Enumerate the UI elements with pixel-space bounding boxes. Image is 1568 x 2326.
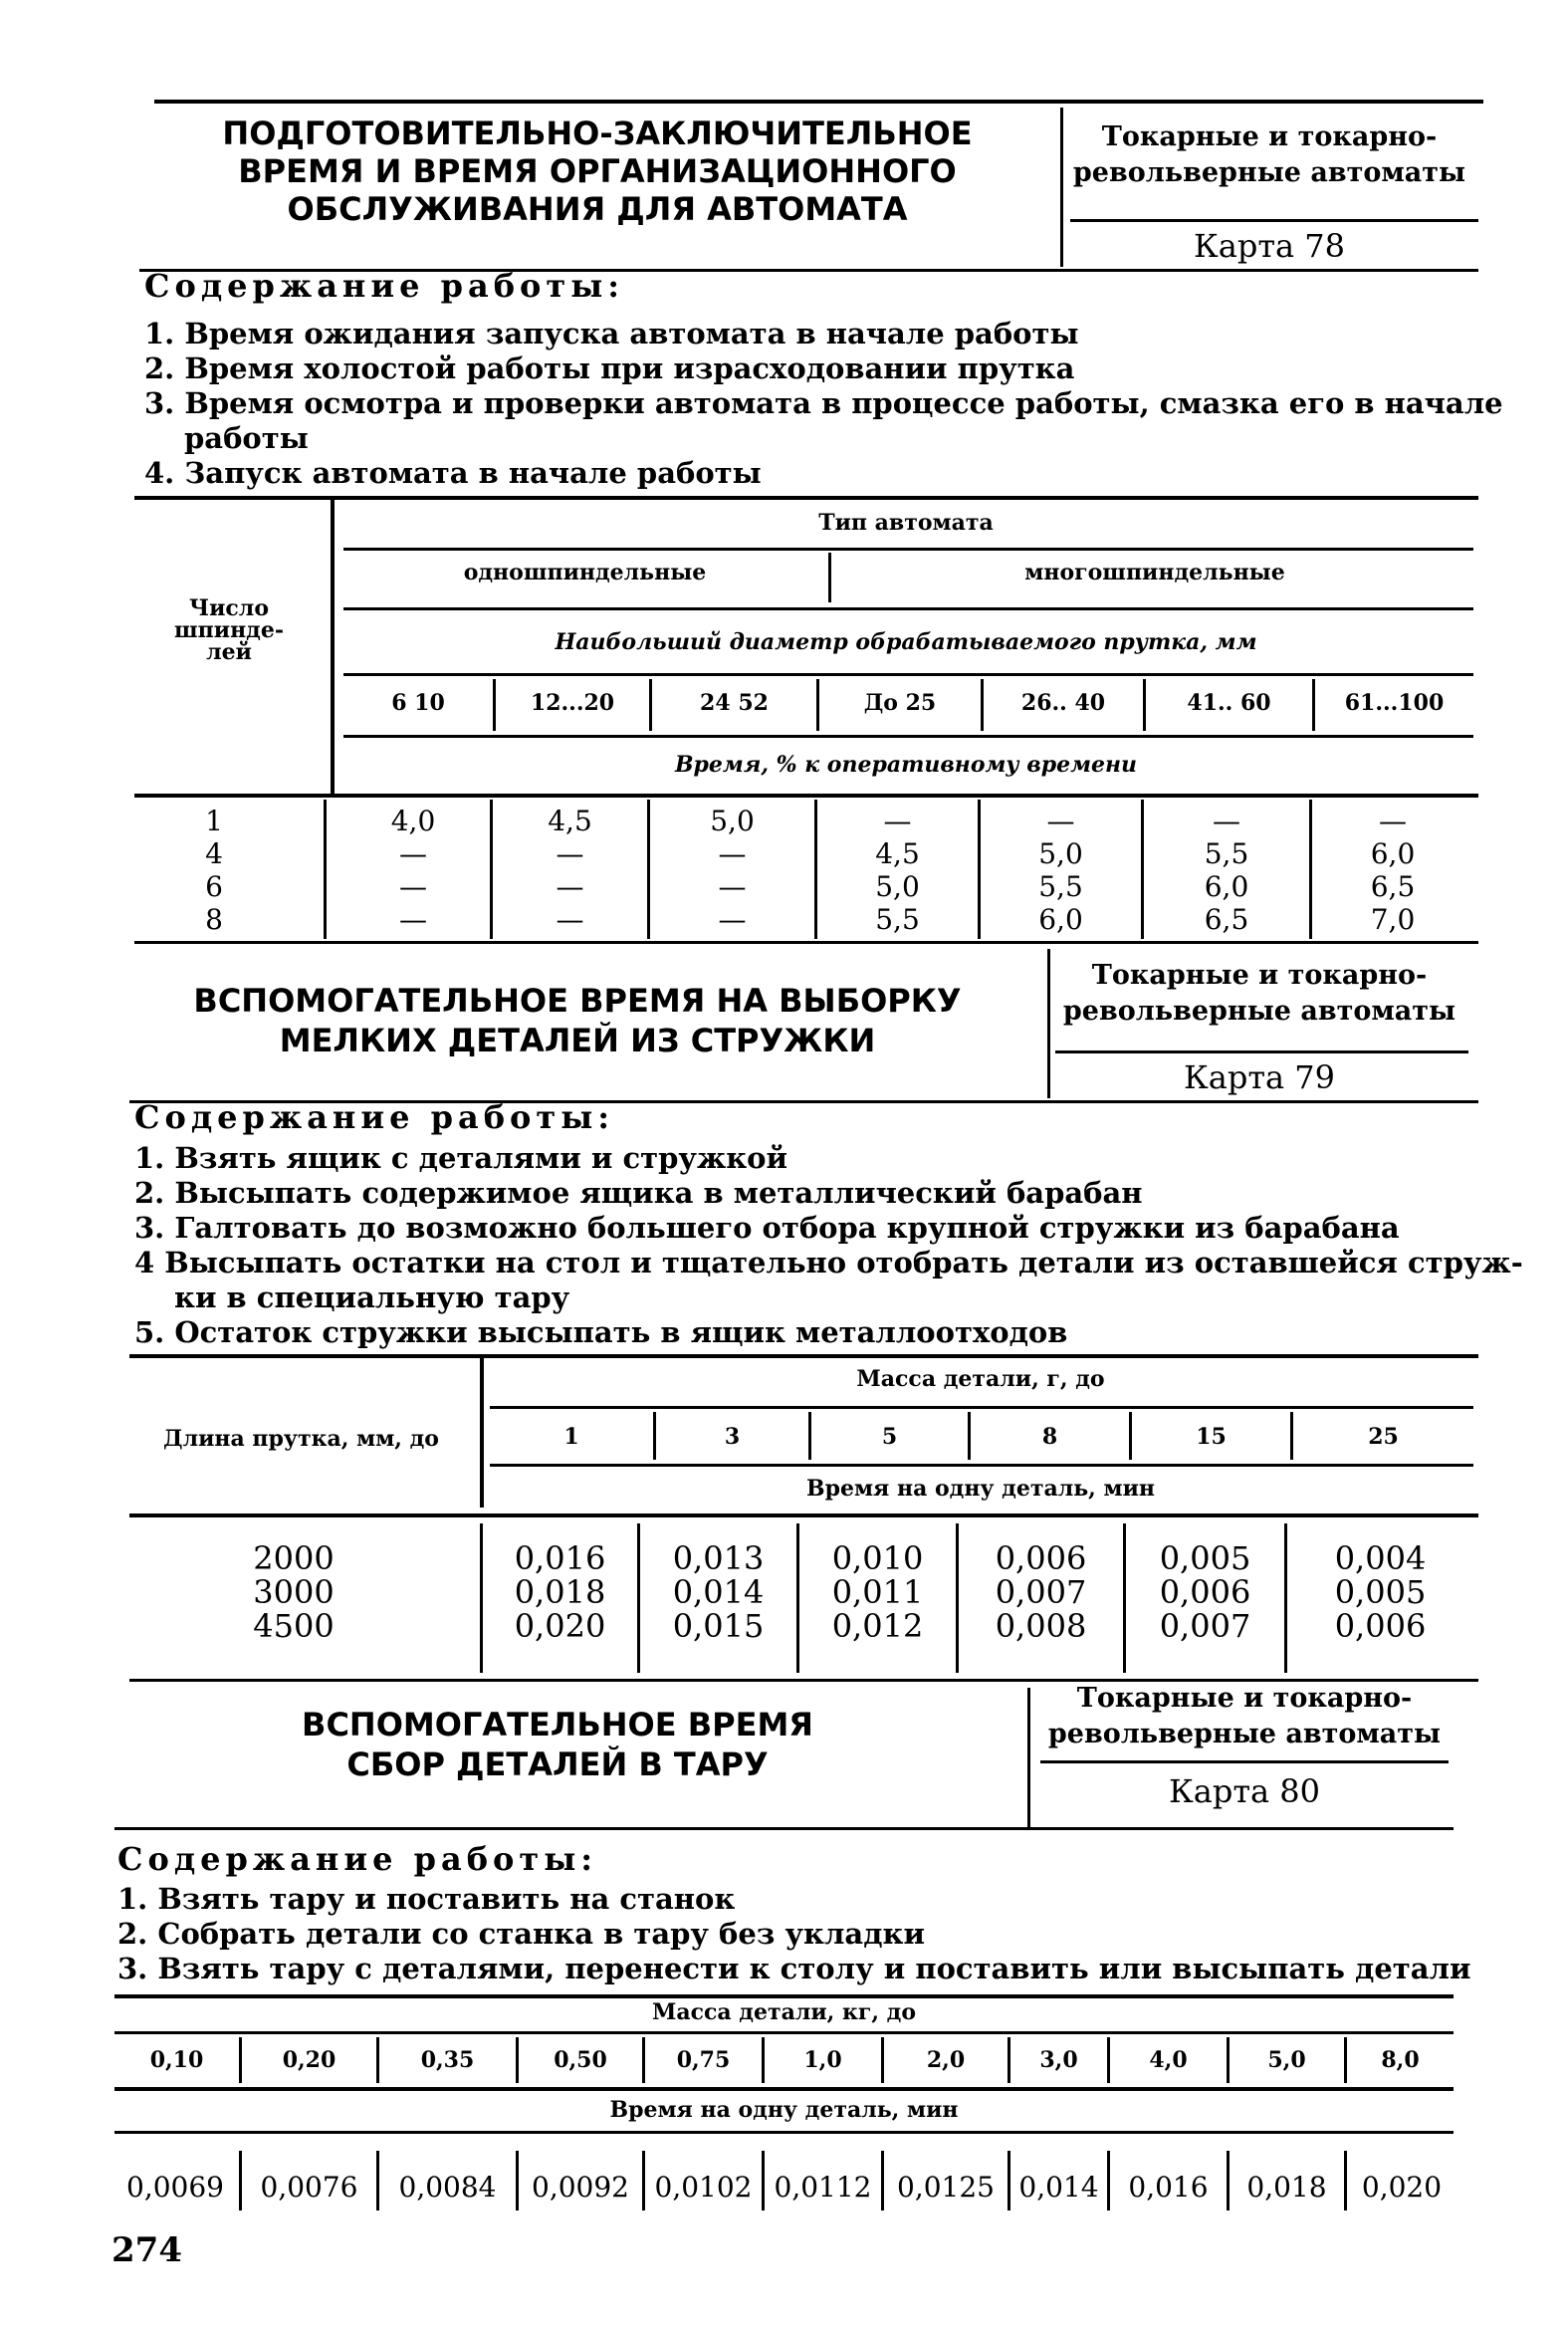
mass-column-header: 0,35 — [420, 2047, 475, 2073]
value-column: 0,005 0,006 0,007 — [1159, 1539, 1251, 1645]
spindle-column: 1 4 6 8 — [205, 805, 223, 936]
list-item: 4 Высыпать остатки на стол и тщательно отобрать детали из оставшейся струж- — [134, 1246, 1523, 1279]
card80-number: Карта 80 — [1169, 1772, 1320, 1810]
time-value: 0,0125 — [897, 2171, 995, 2204]
column-header: 6 10 — [391, 690, 445, 716]
list-item: 2. Время холостой работы при израсходовании прутка — [144, 351, 1075, 385]
diameter-header: Наибольший диаметр обрабатываемого прутка, мм — [555, 629, 1257, 655]
mass-column-header: 3 — [724, 1424, 741, 1450]
card79-content-label: Содержание работы: — [134, 1098, 615, 1136]
time-value: 0,018 — [1246, 2171, 1327, 2204]
mass-column-header: 1,0 — [803, 2047, 842, 2073]
value-column: — 5,5 6,0 6,5 — [1204, 805, 1249, 936]
card78-category: Токарные и токарно- револьверные автоматы — [1072, 121, 1466, 188]
column-header: 61...100 — [1344, 690, 1445, 716]
card79-number: Карта 79 — [1184, 1058, 1335, 1096]
group-single-spindle: одношпиндельные — [463, 560, 707, 585]
column-header: 12...20 — [530, 690, 615, 716]
mass-column-header: 2,0 — [926, 2047, 966, 2073]
mass-header: Масса детали, г, до — [856, 1366, 1105, 1392]
list-item: 1. Время ожидания запуска автомата в начале работы — [144, 317, 1079, 350]
list-item: 1. Взять тару и поставить на станок — [117, 1882, 736, 1916]
time-value: 0,0069 — [126, 2171, 224, 2204]
mass-column-header: 0,20 — [282, 2047, 336, 2073]
rod-length-header: Длина прутка, мм, до — [163, 1426, 439, 1452]
mass-column-header: 1 — [563, 1424, 579, 1450]
value-column: — 4,5 5,0 5,5 — [875, 805, 920, 936]
card78-work-list — [144, 317, 1503, 491]
column-header: 41.. 60 — [1187, 690, 1271, 716]
list-item: 2. Высыпать содержимое ящика в металлический барабан — [134, 1176, 1143, 1210]
mass-column-header: 25 — [1368, 1424, 1399, 1450]
machine-type-header: Тип автомата — [818, 510, 994, 536]
card78-number: Карта 78 — [1194, 227, 1345, 265]
column-header: 24 52 — [700, 690, 769, 716]
card80-category: Токарные и токарно- револьверные автоматы — [1047, 1683, 1442, 1749]
value-column: 4,0 — — — — [390, 805, 436, 936]
mass-column-header: 15 — [1196, 1424, 1227, 1450]
mass-column-header: 5 — [881, 1424, 898, 1450]
value-column: 5,0 — — — — [710, 805, 755, 936]
list-item: 5. Остаток стружки высыпать в ящик металлоотходов — [134, 1315, 1068, 1349]
list-item: ки в специальную тару — [174, 1280, 570, 1314]
time-percent-header: Время, % к оперативному времени — [674, 752, 1138, 778]
mass-column-header: 0,10 — [149, 2047, 204, 2073]
mass-column-header: 8 — [1041, 1424, 1058, 1450]
spindle-count-header: Число шпинде- лей — [174, 595, 284, 665]
list-item: 3. Галтовать до возможно большего отбора крупной стружки из барабана — [134, 1211, 1400, 1245]
card80-title: ВСПОМОГАТЕЛЬНОЕ ВРЕМЯ СБОР ДЕТАЛЕЙ В ТАРУ — [302, 1706, 813, 1783]
time-value: 0,0092 — [532, 2171, 629, 2204]
value-column: 4,5 — — — — [548, 805, 592, 936]
time-value: 0,016 — [1128, 2171, 1209, 2204]
value-column: — 6,0 6,5 7,0 — [1370, 805, 1416, 936]
mass-column-header: 3,0 — [1039, 2047, 1078, 2073]
time-header: Время на одну деталь, мин — [805, 1476, 1156, 1502]
time-value: 0,0084 — [398, 2171, 497, 2204]
group-multi-spindle: многошпиндельные — [1024, 560, 1285, 585]
column-header: 26.. 40 — [1020, 690, 1106, 716]
page-number: 274 — [112, 2230, 182, 2270]
list-item: 2. Собрать детали со станка в тару без укладки — [117, 1917, 925, 1951]
value-column: 0,004 0,005 0,006 — [1334, 1539, 1427, 1645]
mass-header: Масса детали, кг, до — [651, 1999, 917, 2025]
card79-category: Токарные и токарно- револьверные автоматы — [1062, 960, 1456, 1027]
card80-work-list — [117, 1882, 1471, 1986]
top-rule — [154, 100, 1483, 104]
time-value: 0,020 — [1361, 2171, 1443, 2204]
time-header: Время на одну деталь, мин — [609, 2097, 959, 2123]
rod-length-column: 2000 3000 4500 — [253, 1539, 335, 1645]
time-value: 0,014 — [1018, 2171, 1099, 2204]
value-column: 0,010 0,011 0,012 — [831, 1539, 924, 1645]
mass-column-header: 0,50 — [554, 2047, 607, 2073]
mass-column-header: 5,0 — [1267, 2047, 1306, 2073]
value-column: 0,006 0,007 0,008 — [995, 1539, 1087, 1645]
card78-content-label: Содержание работы: — [144, 267, 625, 305]
list-item: 3. Время осмотра и проверки автомата в процессе работы, смазка его в начале — [144, 386, 1503, 420]
time-value: 0,0112 — [774, 2171, 872, 2204]
mass-column-header: 0,75 — [676, 2047, 731, 2073]
card79-work-list — [134, 1141, 1523, 1350]
value-column: 0,013 0,014 0,015 — [672, 1539, 765, 1645]
card79-title: ВСПОМОГАТЕЛЬНОЕ ВРЕМЯ НА ВЫБОРКУ МЕЛКИХ ДЕТАЛЕЙ ИЗ СТРУЖКИ — [193, 982, 962, 1059]
column-header: До 25 — [863, 690, 937, 716]
time-value: 0,0102 — [654, 2171, 753, 2204]
mass-column-header: 4,0 — [1149, 2047, 1188, 2073]
list-item: 3. Взять тару с деталями, перенести к столу и поставить или высыпать детали — [117, 1952, 1471, 1985]
list-item: 4. Запуск автомата в начале работы — [144, 456, 762, 490]
mass-column-header: 8,0 — [1381, 2047, 1420, 2073]
card78-title: ПОДГОТОВИТЕЛЬНО-ЗАКЛЮЧИТЕЛЬНОЕ ВРЕМЯ И ВРЕМЯ ОРГАНИЗАЦИОННОГО ОБСЛУЖИВАНИЯ ДЛЯ АВТОМАТА — [222, 115, 973, 228]
value-column: — 5,0 5,5 6,0 — [1038, 805, 1083, 936]
card80-content-label: Содержание работы: — [117, 1840, 598, 1878]
list-item: 1. Взять ящик с деталями и стружкой — [134, 1141, 788, 1175]
value-column: 0,016 0,018 0,020 — [514, 1539, 606, 1645]
time-value: 0,0076 — [260, 2171, 358, 2204]
list-item: работы — [184, 421, 309, 455]
